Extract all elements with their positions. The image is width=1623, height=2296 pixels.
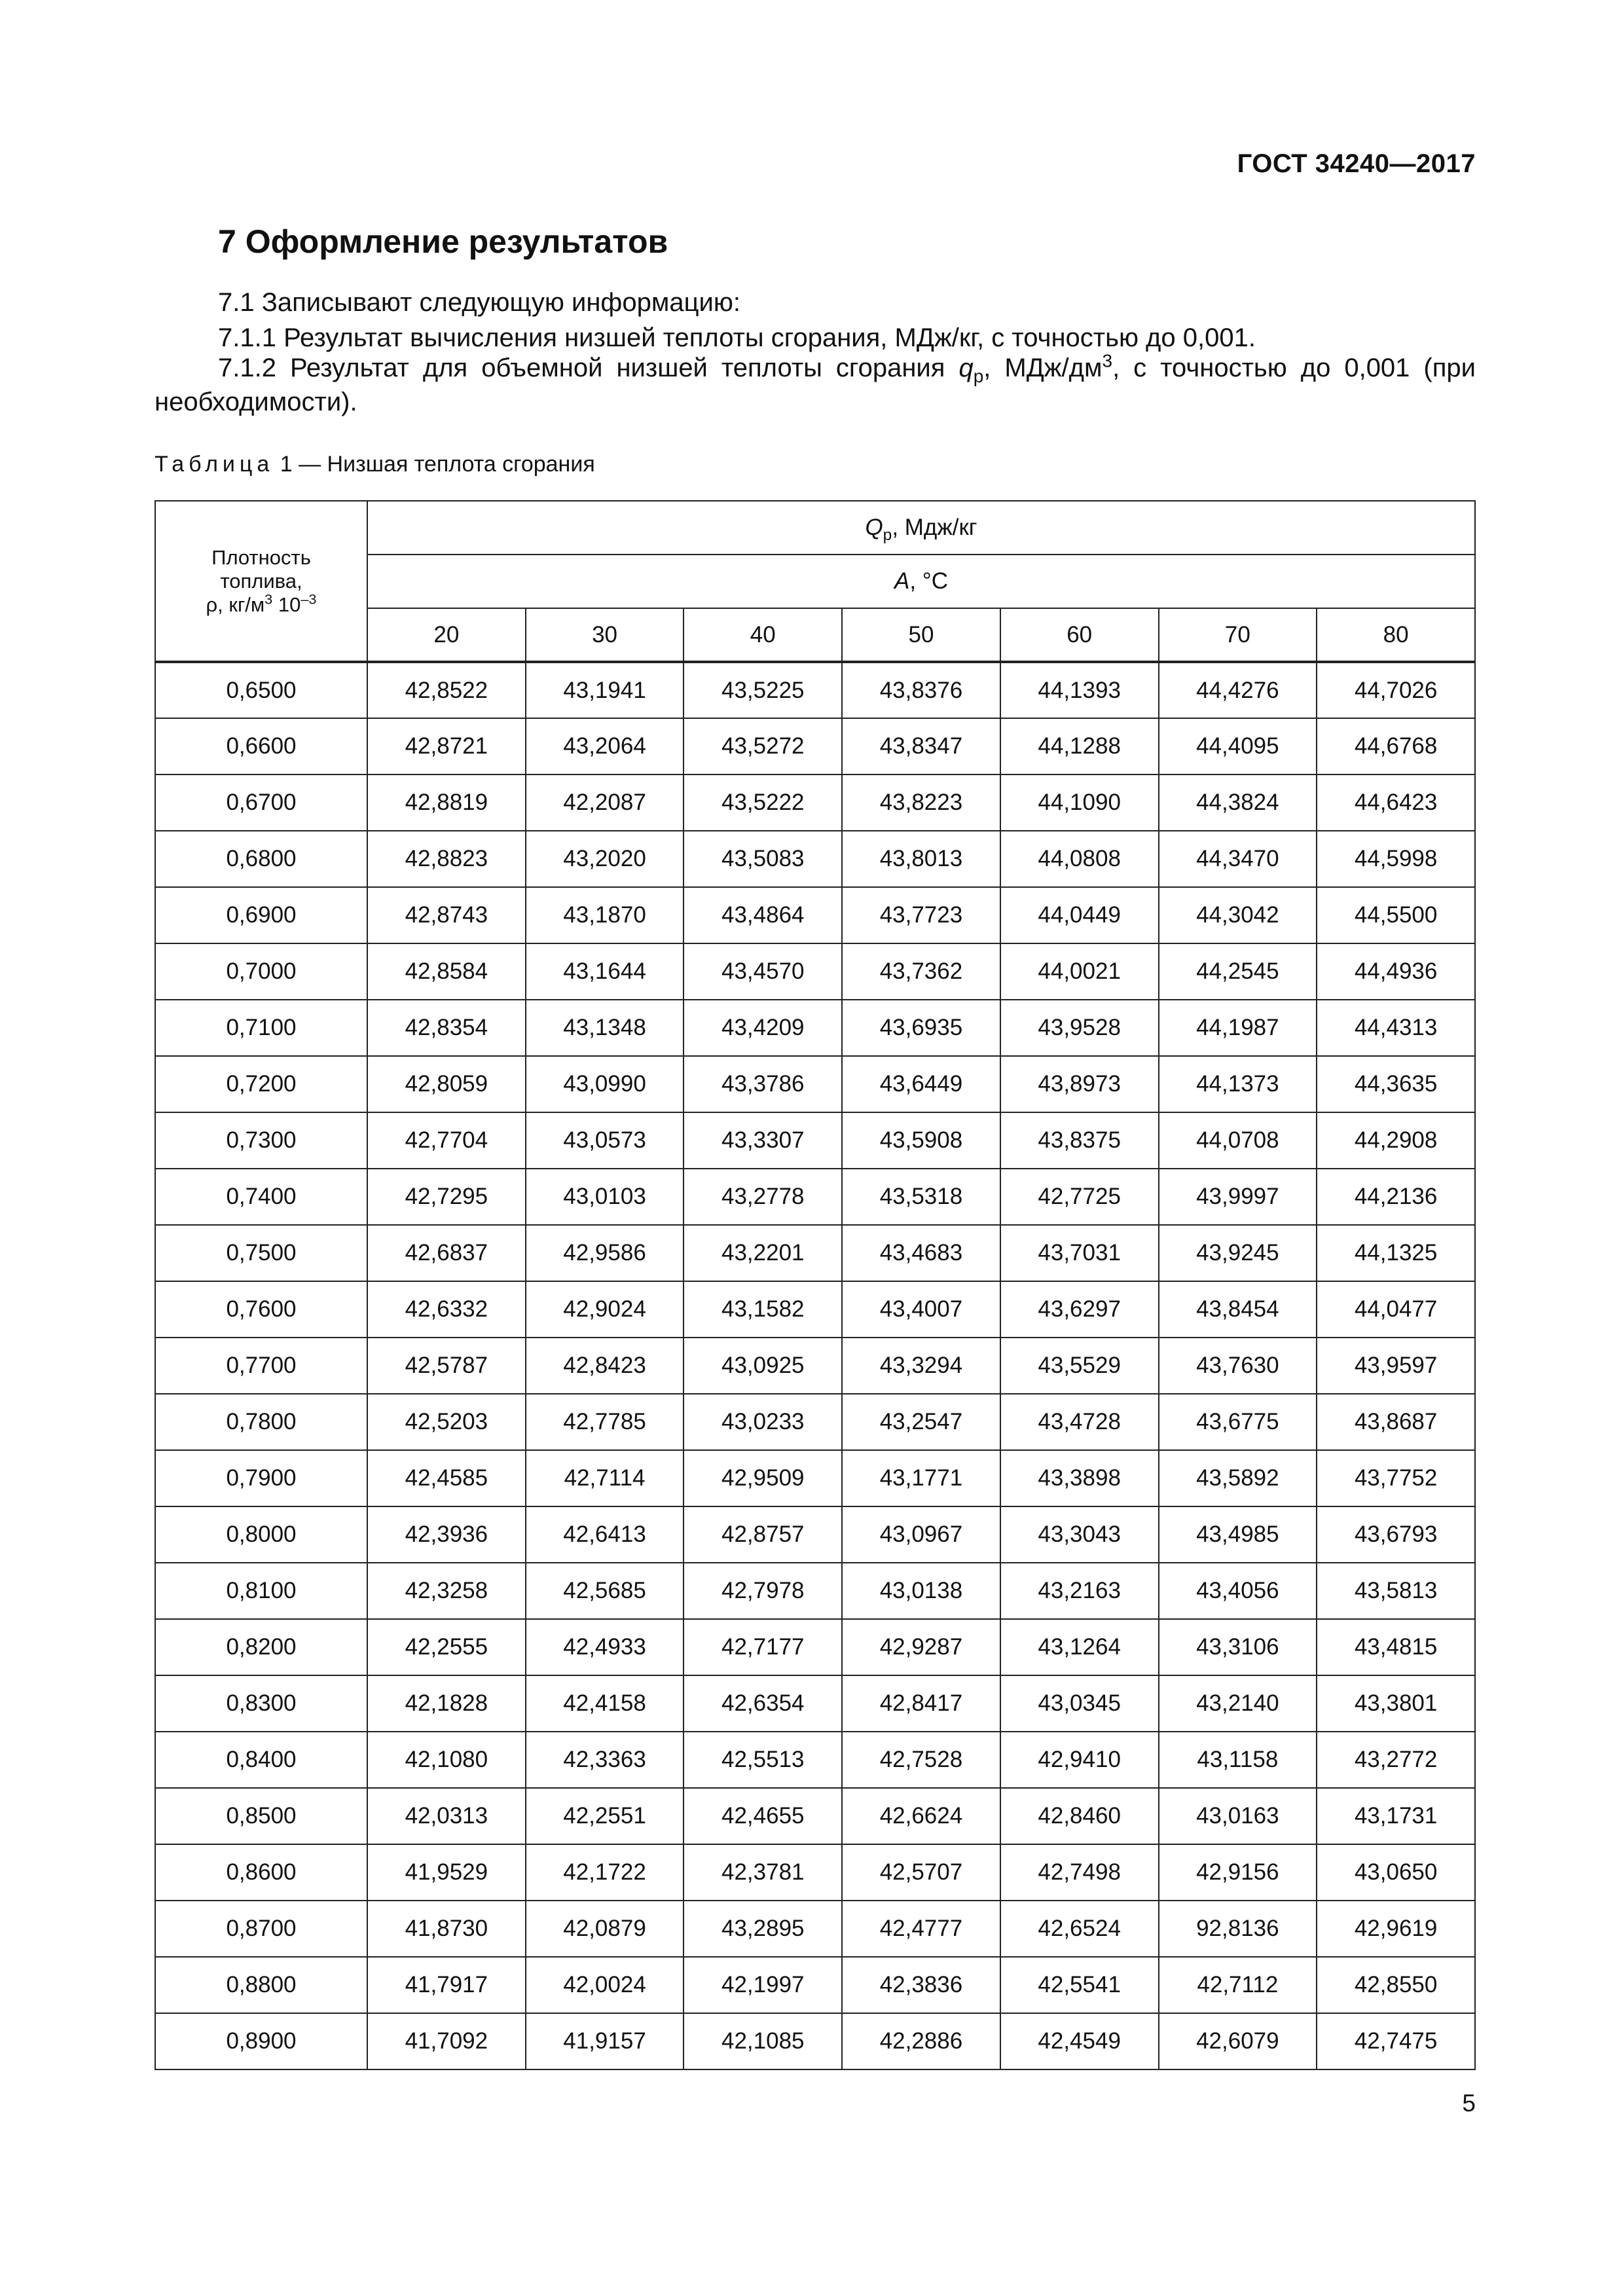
table-row: [155, 1169, 1475, 1225]
value-cell: 43,2064: [526, 718, 684, 774]
density-multiplier-sup: –3: [301, 591, 317, 608]
value-cell: 43,0650: [1317, 1844, 1475, 1901]
value-cell: 42,6413: [526, 1506, 684, 1563]
density-cell: 0,8300: [155, 1675, 367, 1732]
value-cell: 43,2140: [1159, 1675, 1317, 1732]
density-cell: 0,7000: [155, 943, 367, 1000]
density-cell: 0,8500: [155, 1788, 367, 1844]
value-cell: 42,8721: [367, 718, 526, 774]
table-row: [155, 1506, 1475, 1563]
table-row: [155, 1563, 1475, 1619]
table-row: [155, 1844, 1475, 1901]
column-header: 30: [526, 608, 684, 662]
value-cell: 43,2772: [1317, 1732, 1475, 1788]
q-header-unit: , Мдж/кг: [892, 515, 977, 540]
value-cell: 43,6297: [1000, 1281, 1159, 1338]
value-cell: 44,4276: [1159, 662, 1317, 718]
column-header: 80: [1317, 608, 1475, 662]
value-cell: 42,8819: [367, 774, 526, 831]
density-header-line1: Плотность: [211, 545, 311, 569]
value-cell: 42,7114: [526, 1450, 684, 1506]
value-cell: 43,4209: [684, 1000, 842, 1056]
value-cell: 42,5513: [684, 1732, 842, 1788]
density-cell: 0,8700: [155, 1901, 367, 1957]
value-cell: 42,6354: [684, 1675, 842, 1732]
value-cell: 43,8347: [842, 718, 1000, 774]
value-cell: 42,4655: [684, 1788, 842, 1844]
value-cell: 43,0233: [684, 1394, 842, 1450]
table-row: [155, 1394, 1475, 1450]
value-cell: 43,0138: [842, 1563, 1000, 1619]
paragraph-7-1-1: 7.1.1 Результат вычисления низшей теплоты сгорания, МДж/кг, с точностью до 0,001.: [218, 323, 1256, 352]
density-cell: 0,7200: [155, 1056, 367, 1112]
value-cell: 43,5318: [842, 1169, 1000, 1225]
value-cell: 42,7978: [684, 1563, 842, 1619]
value-cell: 43,1771: [842, 1450, 1000, 1506]
value-cell: 42,4549: [1000, 2013, 1159, 2069]
table-body: [155, 662, 1475, 2069]
density-cell: 0,6800: [155, 831, 367, 887]
value-cell: 42,8550: [1317, 1957, 1475, 2013]
value-cell: 42,7177: [684, 1619, 842, 1675]
value-cell: 43,7723: [842, 887, 1000, 943]
value-cell: 43,9528: [1000, 1000, 1159, 1056]
value-cell: 43,8375: [1000, 1112, 1159, 1169]
density-cell: 0,6900: [155, 887, 367, 943]
value-cell: 43,1731: [1317, 1788, 1475, 1844]
value-cell: 92,8136: [1159, 1901, 1317, 1957]
value-cell: 42,9619: [1317, 1901, 1475, 1957]
value-cell: 42,7528: [842, 1732, 1000, 1788]
table-row: [155, 1901, 1475, 1957]
table-row: [155, 662, 1475, 718]
value-cell: 42,7112: [1159, 1957, 1317, 2013]
value-cell: 42,3781: [684, 1844, 842, 1901]
value-cell: 44,0021: [1000, 943, 1159, 1000]
density-header: [155, 501, 367, 662]
density-cell: 0,8600: [155, 1844, 367, 1901]
value-cell: 44,4936: [1317, 943, 1475, 1000]
value-cell: 43,2201: [684, 1225, 842, 1281]
table-row: [155, 1788, 1475, 1844]
value-cell: 42,9024: [526, 1281, 684, 1338]
value-cell: 42,7498: [1000, 1844, 1159, 1901]
value-cell: 44,2136: [1317, 1169, 1475, 1225]
value-cell: 43,1264: [1000, 1619, 1159, 1675]
column-header: 40: [684, 608, 842, 662]
value-cell: 42,7295: [367, 1169, 526, 1225]
column-header: 60: [1000, 608, 1159, 662]
density-unit: ρ, кг/м: [206, 592, 265, 616]
column-header: 20: [367, 608, 526, 662]
value-cell: 43,3898: [1000, 1450, 1159, 1506]
value-cell: 43,7630: [1159, 1338, 1317, 1394]
value-cell: 43,1348: [526, 1000, 684, 1056]
value-cell: 42,5787: [367, 1338, 526, 1394]
density-cell: 0,8400: [155, 1732, 367, 1788]
density-cell: 0,7400: [155, 1169, 367, 1225]
table-row: [155, 831, 1475, 887]
table-row: [155, 1225, 1475, 1281]
table-row: [155, 1281, 1475, 1338]
value-cell: 43,4570: [684, 943, 842, 1000]
q-subscript: p: [973, 366, 984, 386]
value-cell: 43,1582: [684, 1281, 842, 1338]
value-cell: 43,0103: [526, 1169, 684, 1225]
value-cell: 43,5892: [1159, 1450, 1317, 1506]
table-row: [155, 1619, 1475, 1675]
table-row: [155, 1957, 1475, 2013]
value-cell: 42,8354: [367, 1000, 526, 1056]
value-cell: 43,5222: [684, 774, 842, 831]
value-cell: 41,9157: [526, 2013, 684, 2069]
density-cell: 0,6700: [155, 774, 367, 831]
value-cell: 44,2545: [1159, 943, 1317, 1000]
value-cell: 42,2551: [526, 1788, 684, 1844]
value-cell: 43,4683: [842, 1225, 1000, 1281]
value-cell: 43,0925: [684, 1338, 842, 1394]
value-cell: 43,4815: [1317, 1619, 1475, 1675]
value-cell: 42,4585: [367, 1450, 526, 1506]
density-cell: 0,6500: [155, 662, 367, 718]
value-cell: 43,3106: [1159, 1619, 1317, 1675]
value-cell: 42,6837: [367, 1225, 526, 1281]
column-header: 50: [842, 608, 1000, 662]
value-cell: 44,1325: [1317, 1225, 1475, 1281]
value-cell: 41,8730: [367, 1901, 526, 1957]
value-cell: 42,7704: [367, 1112, 526, 1169]
density-cell: 0,8900: [155, 2013, 367, 2069]
paragraph-7-1-2-text-a: 7.1.2 Результат для объемной низшей теплоты сгорания: [218, 354, 959, 382]
value-cell: 41,7917: [367, 1957, 526, 2013]
value-cell: 43,5813: [1317, 1563, 1475, 1619]
unit-superscript: 3: [1102, 350, 1113, 371]
value-cell: 43,0967: [842, 1506, 1000, 1563]
table-caption: [155, 452, 595, 477]
value-cell: 42,8423: [526, 1338, 684, 1394]
value-cell: 42,2555: [367, 1619, 526, 1675]
document-number: ГОСТ 34240—2017: [1237, 149, 1476, 178]
value-cell: 43,6775: [1159, 1394, 1317, 1450]
value-cell: 42,4933: [526, 1619, 684, 1675]
density-cell: 0,7300: [155, 1112, 367, 1169]
value-cell: 44,7026: [1317, 662, 1475, 718]
value-cell: 42,7475: [1317, 2013, 1475, 2069]
value-cell: 43,7362: [842, 943, 1000, 1000]
value-cell: 42,1722: [526, 1844, 684, 1901]
table-row: [155, 1732, 1475, 1788]
table-row: [155, 887, 1475, 943]
value-cell: 42,4158: [526, 1675, 684, 1732]
value-cell: 44,3470: [1159, 831, 1317, 887]
table-row: [155, 1056, 1475, 1112]
value-cell: 44,0449: [1000, 887, 1159, 943]
value-cell: 43,2895: [684, 1901, 842, 1957]
value-cell: 43,0345: [1000, 1675, 1159, 1732]
value-cell: 44,3635: [1317, 1056, 1475, 1112]
section-title: 7 Оформление результатов: [218, 223, 668, 260]
density-cell: 0,7500: [155, 1225, 367, 1281]
table-row: [155, 1675, 1475, 1732]
value-cell: 42,3836: [842, 1957, 1000, 2013]
value-cell: 42,8757: [684, 1506, 842, 1563]
value-cell: 43,1158: [1159, 1732, 1317, 1788]
table-row: [155, 718, 1475, 774]
value-cell: 42,9156: [1159, 1844, 1317, 1901]
density-cell: 0,7600: [155, 1281, 367, 1338]
value-cell: 43,8013: [842, 831, 1000, 887]
value-cell: 42,8059: [367, 1056, 526, 1112]
value-cell: 43,5272: [684, 718, 842, 774]
value-cell: 42,6624: [842, 1788, 1000, 1844]
a-header-unit: , °С: [909, 568, 949, 594]
value-cell: 44,4095: [1159, 718, 1317, 774]
value-cell: 43,6449: [842, 1056, 1000, 1112]
value-cell: 42,0879: [526, 1901, 684, 1957]
value-cell: 43,0163: [1159, 1788, 1317, 1844]
a-header-symbol: А: [894, 568, 910, 594]
value-cell: 43,6935: [842, 1000, 1000, 1056]
value-cell: 43,2778: [684, 1169, 842, 1225]
value-cell: 44,3824: [1159, 774, 1317, 831]
value-cell: 42,5707: [842, 1844, 1000, 1901]
value-cell: 44,1393: [1000, 662, 1159, 718]
value-cell: 42,3363: [526, 1732, 684, 1788]
value-cell: 41,7092: [367, 2013, 526, 2069]
value-cell: 42,7725: [1000, 1169, 1159, 1225]
table-row: [155, 2013, 1475, 2069]
q-header: [367, 501, 1475, 555]
value-cell: 43,3043: [1000, 1506, 1159, 1563]
paragraph-7-1-2-text-b: , МДж/дм: [983, 354, 1103, 382]
value-cell: 44,5500: [1317, 887, 1475, 943]
value-cell: 44,2908: [1317, 1112, 1475, 1169]
value-cell: 43,5529: [1000, 1338, 1159, 1394]
value-cell: 42,8417: [842, 1675, 1000, 1732]
value-cell: 43,8687: [1317, 1394, 1475, 1450]
density-header-line3: [206, 593, 317, 616]
value-cell: 44,6423: [1317, 774, 1475, 831]
value-cell: 44,0477: [1317, 1281, 1475, 1338]
value-cell: 43,4728: [1000, 1394, 1159, 1450]
value-cell: 42,8460: [1000, 1788, 1159, 1844]
value-cell: 42,0313: [367, 1788, 526, 1844]
value-cell: 43,3307: [684, 1112, 842, 1169]
value-cell: 42,2886: [842, 2013, 1000, 2069]
value-cell: 43,9245: [1159, 1225, 1317, 1281]
value-cell: 42,9586: [526, 1225, 684, 1281]
heating-value-table: [155, 500, 1476, 2070]
value-cell: 42,5685: [526, 1563, 684, 1619]
value-cell: 43,4056: [1159, 1563, 1317, 1619]
value-cell: 42,9509: [684, 1450, 842, 1506]
value-cell: 44,3042: [1159, 887, 1317, 943]
value-cell: 42,8584: [367, 943, 526, 1000]
value-cell: 43,4007: [842, 1281, 1000, 1338]
value-cell: 42,1997: [684, 1957, 842, 2013]
value-cell: 44,1288: [1000, 718, 1159, 774]
value-cell: 43,2163: [1000, 1563, 1159, 1619]
table-row: [155, 1450, 1475, 1506]
value-cell: 43,0573: [526, 1112, 684, 1169]
value-cell: 44,4313: [1317, 1000, 1475, 1056]
table-row: [155, 1112, 1475, 1169]
value-cell: 42,1080: [367, 1732, 526, 1788]
value-cell: 42,3258: [367, 1563, 526, 1619]
value-cell: 43,3294: [842, 1338, 1000, 1394]
value-cell: 43,3786: [684, 1056, 842, 1112]
value-cell: 42,6079: [1159, 2013, 1317, 2069]
value-cell: 42,2087: [526, 774, 684, 831]
paragraph-7-1-2-text-c: , с точностью до 0,001 (при необходимости).: [155, 354, 1476, 416]
density-header-line2: топлива,: [220, 569, 302, 592]
value-cell: 43,7752: [1317, 1450, 1475, 1506]
table-caption-title: 1 — Низшая теплота сгорания: [274, 452, 595, 477]
value-cell: 43,5908: [842, 1112, 1000, 1169]
value-cell: 44,6768: [1317, 718, 1475, 774]
value-cell: 42,0024: [526, 1957, 684, 2013]
density-cell: 0,7100: [155, 1000, 367, 1056]
value-cell: 42,4777: [842, 1901, 1000, 1957]
value-cell: 41,9529: [367, 1844, 526, 1901]
density-cell: 0,7900: [155, 1450, 367, 1506]
value-cell: 42,8743: [367, 887, 526, 943]
value-cell: 42,6524: [1000, 1901, 1159, 1957]
table-row: [155, 943, 1475, 1000]
table-row: [155, 774, 1475, 831]
value-cell: 42,6332: [367, 1281, 526, 1338]
value-cell: 44,5998: [1317, 831, 1475, 887]
value-cell: 43,1870: [526, 887, 684, 943]
q-header-symbol: Q: [865, 515, 883, 540]
column-header: 70: [1159, 608, 1317, 662]
value-cell: 43,1644: [526, 943, 684, 1000]
value-cell: 43,4985: [1159, 1506, 1317, 1563]
value-cell: 44,0808: [1000, 831, 1159, 887]
q-symbol: q: [958, 354, 974, 382]
value-cell: 42,9287: [842, 1619, 1000, 1675]
density-cell: 0,8000: [155, 1506, 367, 1563]
value-cell: 44,0708: [1159, 1112, 1317, 1169]
a-header: [367, 555, 1475, 608]
value-cell: 42,3936: [367, 1506, 526, 1563]
density-cell: 0,8200: [155, 1619, 367, 1675]
value-cell: 42,5541: [1000, 1957, 1159, 2013]
density-cell: 0,7800: [155, 1394, 367, 1450]
value-cell: 44,1373: [1159, 1056, 1317, 1112]
density-multiplier: 10: [272, 592, 301, 616]
value-cell: 42,7785: [526, 1394, 684, 1450]
value-cell: 43,7031: [1000, 1225, 1159, 1281]
value-cell: 43,9997: [1159, 1169, 1317, 1225]
density-unit-sup: 3: [264, 591, 273, 608]
value-cell: 43,5225: [684, 662, 842, 718]
value-cell: 43,8454: [1159, 1281, 1317, 1338]
value-cell: 43,5083: [684, 831, 842, 887]
value-cell: 43,8223: [842, 774, 1000, 831]
value-cell: 43,9597: [1317, 1338, 1475, 1394]
value-cell: 43,4864: [684, 887, 842, 943]
paragraph-7-1-2: [155, 351, 1476, 419]
value-cell: 42,9410: [1000, 1732, 1159, 1788]
value-cell: 43,3801: [1317, 1675, 1475, 1732]
value-cell: 43,8376: [842, 662, 1000, 718]
value-cell: 43,6793: [1317, 1506, 1475, 1563]
value-cell: 43,2547: [842, 1394, 1000, 1450]
value-cell: 42,5203: [367, 1394, 526, 1450]
value-cell: 43,2020: [526, 831, 684, 887]
value-cell: 44,1987: [1159, 1000, 1317, 1056]
q-header-sub: p: [883, 526, 892, 544]
page-number: 5: [1462, 2090, 1476, 2117]
value-cell: 42,8823: [367, 831, 526, 887]
density-cell: 0,8100: [155, 1563, 367, 1619]
table-row: [155, 1338, 1475, 1394]
value-cell: 42,1828: [367, 1675, 526, 1732]
value-cell: 44,1090: [1000, 774, 1159, 831]
value-cell: 42,1085: [684, 2013, 842, 2069]
density-cell: 0,6600: [155, 718, 367, 774]
value-cell: 42,8522: [367, 662, 526, 718]
density-cell: 0,8800: [155, 1957, 367, 2013]
value-cell: 43,0990: [526, 1056, 684, 1112]
paragraph-7-1: 7.1 Записывают следующую информацию:: [218, 288, 740, 317]
density-cell: 0,7700: [155, 1338, 367, 1394]
value-cell: 43,8973: [1000, 1056, 1159, 1112]
value-cell: 43,1941: [526, 662, 684, 718]
table-caption-word: Таблица: [155, 452, 274, 477]
table-row: [155, 1000, 1475, 1056]
